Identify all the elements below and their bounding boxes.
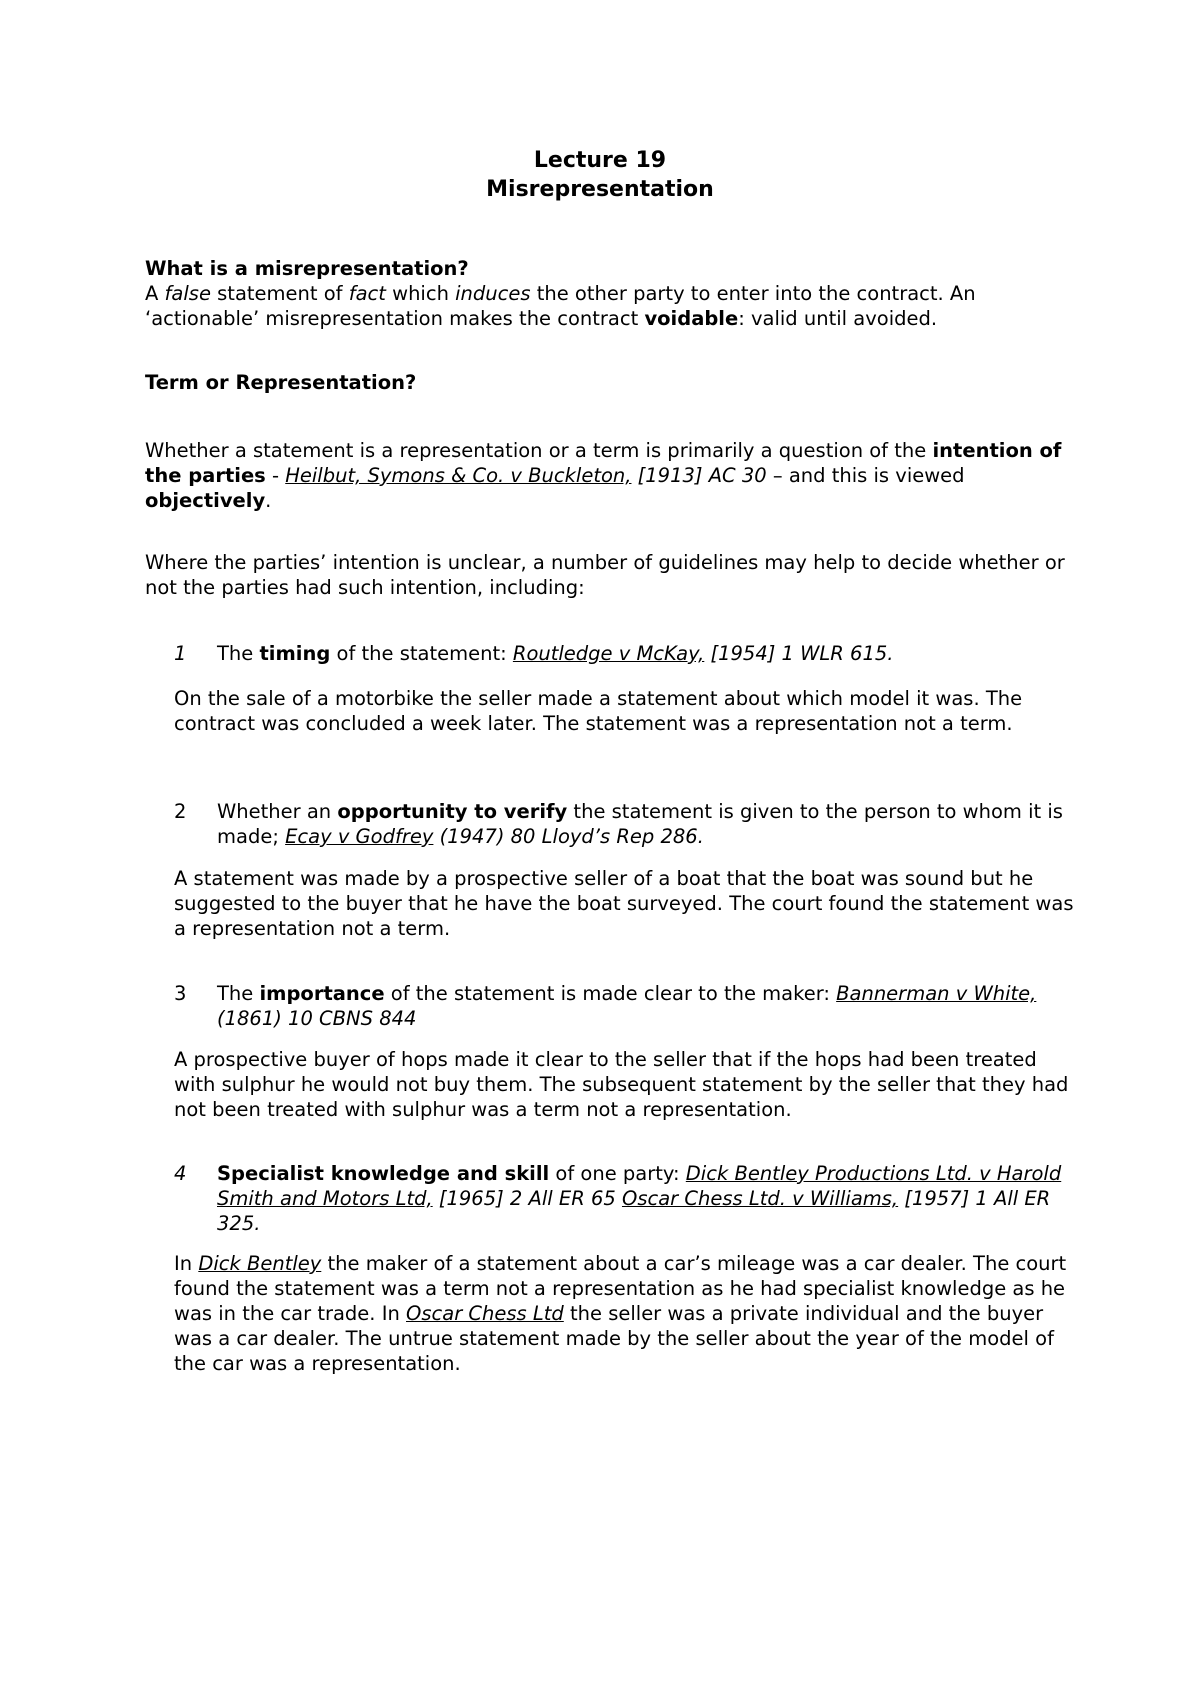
case-name: Routledge v McKay, [512,642,705,665]
text-run: of the statement is made clear to the maker: [384,982,837,1005]
text-run: the seller was a private individual and the buyer was a car dealer. The untrue statement made by the seller about the year of the model of the car was a representation. [174,1302,1054,1375]
guideline-text [217,981,1077,1031]
guideline-number: 1 [174,642,187,665]
guideline-explanation: A prospective buyer of hops made it clear to the seller that if the hops had been treated with sulphur he would not buy them. The subsequent statement by the seller that they had not been treated with sulphur was a term not a representation. [174,1048,1069,1121]
text-run: the maker of a statement about a car’s mileage was a car dealer. The court found the statement was a term not a representation as he had specialist knowledge as he was in the car trade. In [174,1252,1067,1325]
text-run: the other party to enter into the contract. An ‘actionable’ misrepresentation makes the contract [145,282,976,330]
case-name: Ecay v Godfrey [285,825,434,848]
guideline-explanation: A statement was made by a prospective seller of a boat that the boat was sound but he suggested to the buyer that he have the boat surveyed. The court found the statement was a representation not a term. [174,867,1074,940]
case-name: Oscar Chess Ltd. v Williams, [621,1187,899,1210]
guideline-number: 4 [174,1162,187,1185]
emphasis: intention of the parties [145,439,1062,487]
case-name: Dick Bentley [198,1252,322,1275]
lecture-title: Misrepresentation [486,177,714,202]
case-name: Oscar Chess Ltd [406,1302,564,1325]
text-run: which [385,282,456,305]
case-name: Dick Bentley Productions Ltd. v Harold Smith and Motors Ltd, [217,1162,1062,1210]
case-citation: [1957] 1 All ER 325. [217,1187,1051,1235]
guideline-explanation: On the sale of a motorbike the seller made a statement about which model it was. The contract was concluded a week later. The statement was a representation not a term. [174,687,1023,735]
emphasis-voidable: voidable [644,307,739,330]
case-citation: (1947) 80 Lloyd’s Rep 286. [433,825,704,848]
emphasis: opportunity to verify [337,800,568,823]
emphasis-false: false [164,282,211,305]
emphasis: objectively [145,489,266,512]
text-run: - [265,464,286,487]
paragraph-intention [145,438,1085,513]
case-name: Bannerman v White, [836,982,1037,1005]
definition-text [145,281,1085,331]
text-run: statement of [210,282,349,305]
case-citation: (1861) 10 CBNS 844 [217,1007,417,1030]
emphasis-induces: induces [455,282,531,305]
text-run: – and this is viewed [766,464,965,487]
case-citation: [1954] 1 WLR 615. [704,642,894,665]
text-run: of one party: [549,1162,686,1185]
case-name: Heilbut, Symons & Co. v Buckleton, [285,464,632,487]
emphasis-fact: fact [348,282,386,305]
text-run: A [145,282,165,305]
emphasis: importance [259,982,385,1005]
guideline-text [217,1161,1077,1236]
paragraph-guidelines: Where the parties’ intention is unclear, a number of guidelines may help to decide whether or not the parties had such intention, including: [145,551,1065,599]
section-heading: What is a misrepresentation? [145,257,469,280]
guideline-text [217,641,1077,666]
case-citation: [1913] AC 30 [631,464,767,487]
guideline-text [217,799,1077,849]
guideline-number: 3 [174,982,187,1005]
text-run: Whether a statement is a representation or a term is primarily a question of the [145,439,933,462]
lecture-number: Lecture 19 [533,148,667,173]
text-run: The [217,982,260,1005]
text-run: : valid until avoided. [738,307,938,330]
guideline-explanation [174,1251,1074,1376]
guideline-number: 2 [174,800,187,823]
section-definition [145,256,1085,331]
case-citation: [1965] 2 All ER 65 [432,1187,622,1210]
text-run: The [217,642,260,665]
text-run: Whether an [217,800,338,823]
text-run: . [265,489,272,512]
section-heading: Term or Representation? [145,371,417,394]
text-run: of the statement: [330,642,513,665]
text-run: the statement is given to the person to whom it is made; [217,800,1063,848]
emphasis: timing [259,642,331,665]
emphasis: Specialist knowledge and skill [217,1162,550,1185]
text-run: In [174,1252,199,1275]
